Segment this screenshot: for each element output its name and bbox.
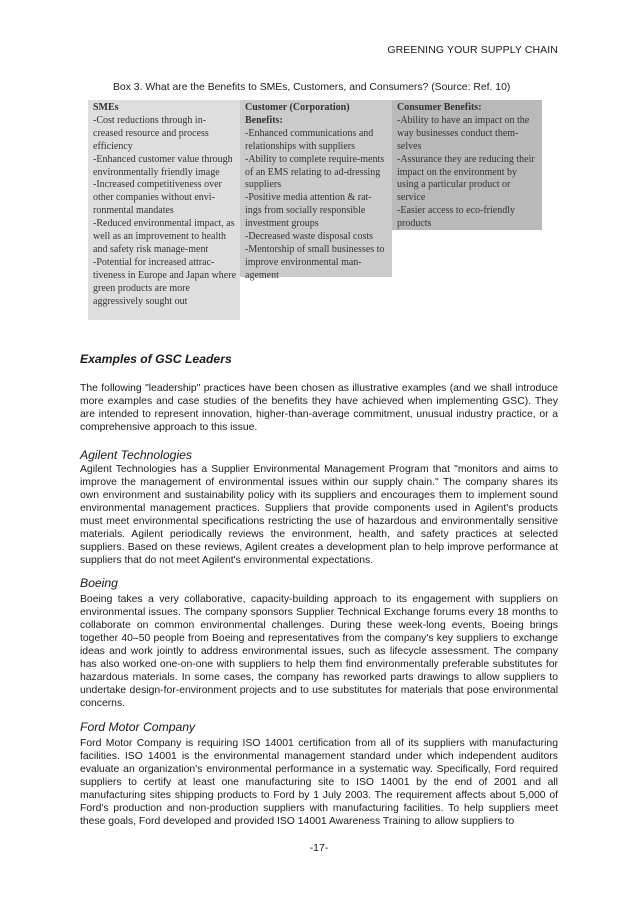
column-heading: SMEs <box>93 102 119 113</box>
benefit-item: -Enhanced communications and relationships with suppliers <box>245 127 374 152</box>
benefits-column-customer <box>240 100 392 281</box>
company-paragraph-boeing: Boeing takes a very collaborative, capacity-building approach to its engagement with suppliers on environmental issues. The company sponsors Supplier Technical Exchange forums every 18 months to collaborate on common environmental challenges. During these week-long events, Boeing brings together 40–50 people from Boeing and representatives from the company's key suppliers to exchange ideas and work jointly to address environmental issues, such as lifecycle assessment. The company has also worked one-on-one with suppliers to help them find environmentally preferable substitutes for hazardous materials. In some cases, the company has reworked parts drawings to allow suppliers to undertake design-for-environment projects and to use substitutes for materials that pose environmental concerns. <box>80 594 558 709</box>
benefit-item: -Ability to complete require-ments of an EMS relating to ad-dressing suppliers <box>245 153 385 191</box>
benefit-item: -Potential for increased attrac-tiveness in Europe and Japan where green products are more aggressively sought out <box>93 256 237 307</box>
benefit-item: -Reduced environmental impact, as well as an improvement to health and safety risk manage-ment <box>93 218 235 255</box>
benefit-item: -Cost reductions through in-creased resource and process efficiency <box>93 114 209 152</box>
column-heading: Customer (Corporation) Benefits: <box>245 102 350 126</box>
company-title-agilent: Agilent Technologies <box>80 448 193 462</box>
section-title: Examples of GSC Leaders <box>80 352 232 366</box>
benefit-item: -Mentorship of small businesses to improve environmental man-agement <box>245 243 385 281</box>
benefit-item: -Positive media attention & rat-ings from socially responsible investment groups <box>245 192 372 230</box>
column-heading: Consumer Benefits: <box>397 102 482 113</box>
benefits-column-consumer <box>392 100 542 230</box>
company-paragraph-agilent: Agilent Technologies has a Supplier Environmental Management Program that "monitors and aims to improve the management of environmental issues within our supply chain." The company shares its own environment and sustainability policy with its suppliers and encourages them to implement sound environmental management practices. Suppliers that provide components used in Agilent's products must meet environmental specifications restricting the use of hazardous and environmentally sensitive materials. Agilent periodically reviews the environment, health, and safety practices at selected suppliers. Based on these reviews, Agilent creates a development plan to help improve performance at suppliers that do not meet Agilent's environmental expectations. <box>80 464 558 566</box>
company-title-boeing: Boeing <box>80 576 118 590</box>
benefit-item: -Assurance they are reducing their impact on the environment by using a particular product or service <box>397 153 535 204</box>
benefit-item: -Easier access to eco-friendly products <box>397 205 515 230</box>
box-caption: Box 3. What are the Benefits to SMEs, Customers, and Consumers? (Source: Ref. 10) <box>113 82 511 93</box>
benefit-item: -Ability to have an impact on the way businesses conduct them-selves <box>397 114 530 152</box>
benefits-box <box>88 100 542 320</box>
section-intro-paragraph: The following "leadership" practices have been chosen as illustrative examples (and we shall introduce more examples and case studies of the benefits they have achieved when implementing GSC). They are intended to represent innovation, higher-than-average commitment, unusual industry practice, or a comprehensive approach to this issue. <box>80 383 558 433</box>
benefit-item: -Decreased waste disposal costs <box>245 231 374 243</box>
benefits-column-smes <box>88 100 240 320</box>
running-header: GREENING YOUR SUPPLY CHAIN <box>387 44 558 56</box>
page-number: -17- <box>309 842 329 854</box>
company-paragraph-ford: Ford Motor Company is requiring ISO 14001 certification from all of its suppliers with manufacturing facilities. ISO 14001 is the environmental management standard under which independent auditors evaluate an organization's environmental performance in a systematic way. Specifically, Ford required suppliers to certify at least one manufacturing site to ISO 14001 by the end of 2001 and all manufacturing sites shipping products to Ford by 1 July 2003. The requirement affects about 5,000 of Ford's production and non-production suppliers with manufacturing facilities. To help suppliers meet these goals, Ford developed and provided ISO 14001 Awareness Training to allow suppliers to <box>80 738 558 827</box>
benefit-item: -Enhanced customer value through environmentally friendly image <box>93 153 233 178</box>
benefit-item: -Increased competitiveness over other companies without envi-ronmental mandates <box>93 179 222 217</box>
company-title-ford: Ford Motor Company <box>80 720 196 734</box>
